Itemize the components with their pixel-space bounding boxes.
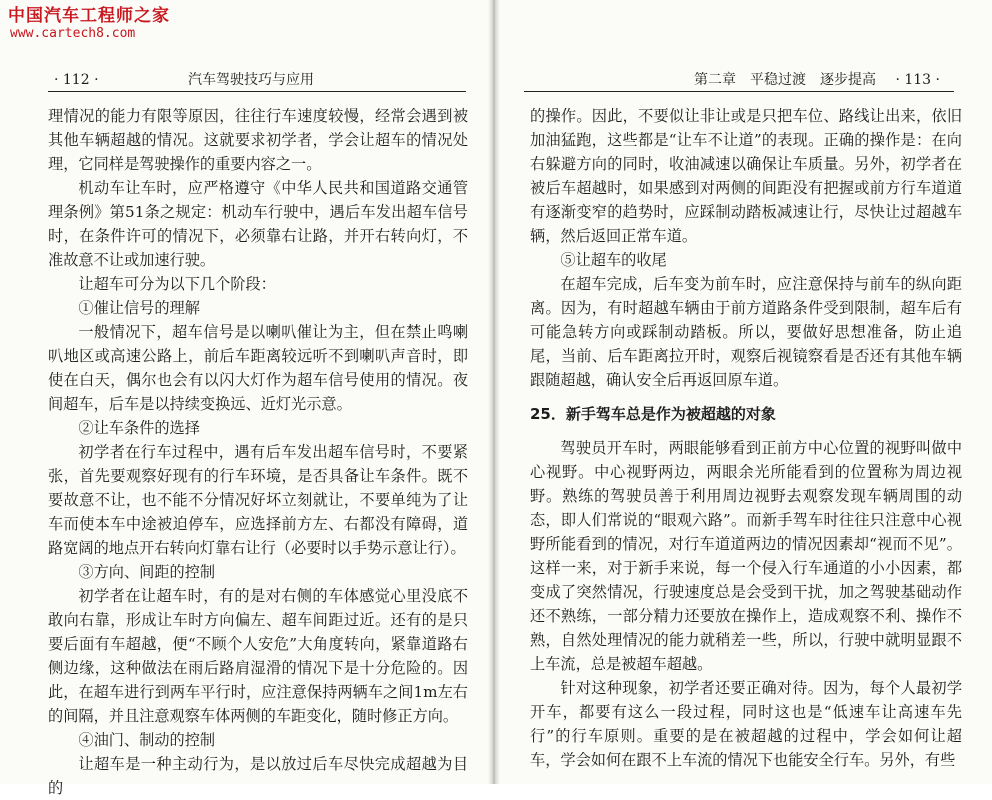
book-gutter	[488, 0, 500, 784]
paragraph: 的操作。因此，不要似让非让或是只把车位、路线让出来，依旧加油猛跑，这些都是“让车不让道”的表现。正确的操作是：在向右躲避方向的同时，收油减速以确保让车质量。另外，初学者在被后车超越时，如果感到对两侧的间距没有把握或前方行车道道有逐渐变窄的趋势时，应踩制动踏板减速让行，尽快让过超越车辆，然后返回正常车道。	[530, 107, 962, 245]
right-page-number: · 113 ·	[895, 72, 940, 88]
paragraph: ①催让信号的理解	[78, 299, 200, 317]
watermark-title: 中国汽车工程师之家	[8, 6, 170, 26]
paragraph: 初学者在行车过程中，遇有后车发出超车信号时，不要紧张，首先要观察好现有的行车环境，是否具备让车条件。既不要故意不让，也不能不分情况好坏立刻就让，不要单纯为了让车而使本车中途被迫停车，应选择前方左、右都没有障碍，道路宽阔的地点开右转向灯靠右让行（必要时以手势示意让行）。	[48, 443, 468, 557]
paragraph: ④油门、制动的控制	[78, 731, 216, 749]
header-rule	[524, 91, 954, 92]
paragraph: 理情况的能力有限等原因，往往行车速度较慢，经常会遇到被其他车辆超越的情况。这就要求初学者，学会让超车的情况处理，它同样是驾驶操作的重要内容之一。	[48, 107, 468, 173]
paragraph: 机动车让车时，应严格遵守《中华人民共和国道路交通管理条例》第51条之规定：机动车行驶中，遇后车发出超车信号时，在条件许可的情况下，必须靠右让路，并开右转向灯，不准故意不让或加速行驶。	[48, 179, 468, 269]
paragraph: 驾驶员开车时，两眼能够看到正前方中心位置的视野叫做中心视野。中心视野两边，两眼余光所能看到的位置称为周边视野。熟练的驾驶员善于利用周边视野去观察发现车辆周围的动态，即人们常说的“眼观六路”。而新手驾车时往往只注意中心视野所能看到的情况，对行车道道两边的情况因素却“视而不见”。这样一来，对于新手来说，每一个侵入行车通道的小小因素，都变成了突然情况，行驶速度总是会受到干扰，加之驾驶基础动作还不熟练，一部分精力还要放在操作上，造成观察不利、操作不熟，自然处理情况的能力就稍差一些，所以，行驶中就明显跟不上车流，总是被超车超越。	[530, 439, 962, 673]
header-rule	[48, 91, 466, 92]
right-running-head: 第二章 平稳过渡 逐步提高	[694, 72, 876, 88]
paragraph: 针对这种现象，初学者还要正确对待。因为，每个人最初学开车，都要有这么一段过程，同时这也是“低速车让高速车先行”的行车原则。重要的是在被超越的过程中，学会如何让超车，学会如何在跟不上车流的情况下也能安全行车。另外，有些	[530, 679, 962, 769]
paragraph: 让超车是一种主动行为，是以放过后车尽快完成超越为目的	[48, 755, 468, 797]
paragraph: 在超车完成，后车变为前车时，应注意保持与前车的纵向距离。因为，有时超越车辆由于前方道路条件受到限制，超车后有可能急转方向或踩制动踏板。所以，要做好思想准备，防止追尾，当前、后车距离拉开时，观察后视镜察看是否还有其他车辆跟随超越，确认安全后再返回原车道。	[530, 275, 962, 389]
left-page-header	[48, 70, 466, 92]
left-page-body	[48, 104, 468, 800]
left-running-head: 汽车驾驶技巧与应用	[188, 72, 314, 88]
right-page	[500, 0, 992, 784]
right-page-header	[524, 70, 954, 92]
right-page-body	[530, 104, 962, 772]
watermark-url: www.cartech8.com	[10, 26, 136, 41]
left-page-number: · 112 ·	[54, 72, 99, 88]
paragraph: 一般情况下，超车信号是以喇叭催让为主，但在禁止鸣喇叭地区或高速公路上，前后车距离较远听不到喇叭声音时，即使在白天，偶尔也会有以闪大灯作为超车信号使用的情况。夜间超车，后车是以持续变换远、近灯光示意。	[48, 323, 468, 413]
paragraph: 让超车可分为以下几个阶段：	[78, 275, 276, 293]
site-watermark	[8, 6, 170, 41]
section-heading: 25．新手驾车总是作为被超越的对象	[530, 405, 776, 423]
left-page	[0, 0, 488, 797]
paragraph: ⑤让超车的收尾	[560, 251, 667, 269]
paragraph: ③方向、间距的控制	[78, 563, 216, 581]
paragraph: ②让车条件的选择	[78, 419, 200, 437]
paragraph: 初学者在让超车时，有的是对右侧的车体感觉心里没底不敢向右靠，形成让车时方向偏左、超车间距过近。还有的是只要后面有车超越，便“不顾个人安危”大角度转向，紧靠道路右侧边缘，这种做法在雨后路肩湿滑的情况下是十分危险的。因此，在超车进行到两车平行时，应注意保持两辆车之间1m左右的间隔，并且注意观察车体两侧的车距变化，随时修正方向。	[48, 587, 468, 725]
